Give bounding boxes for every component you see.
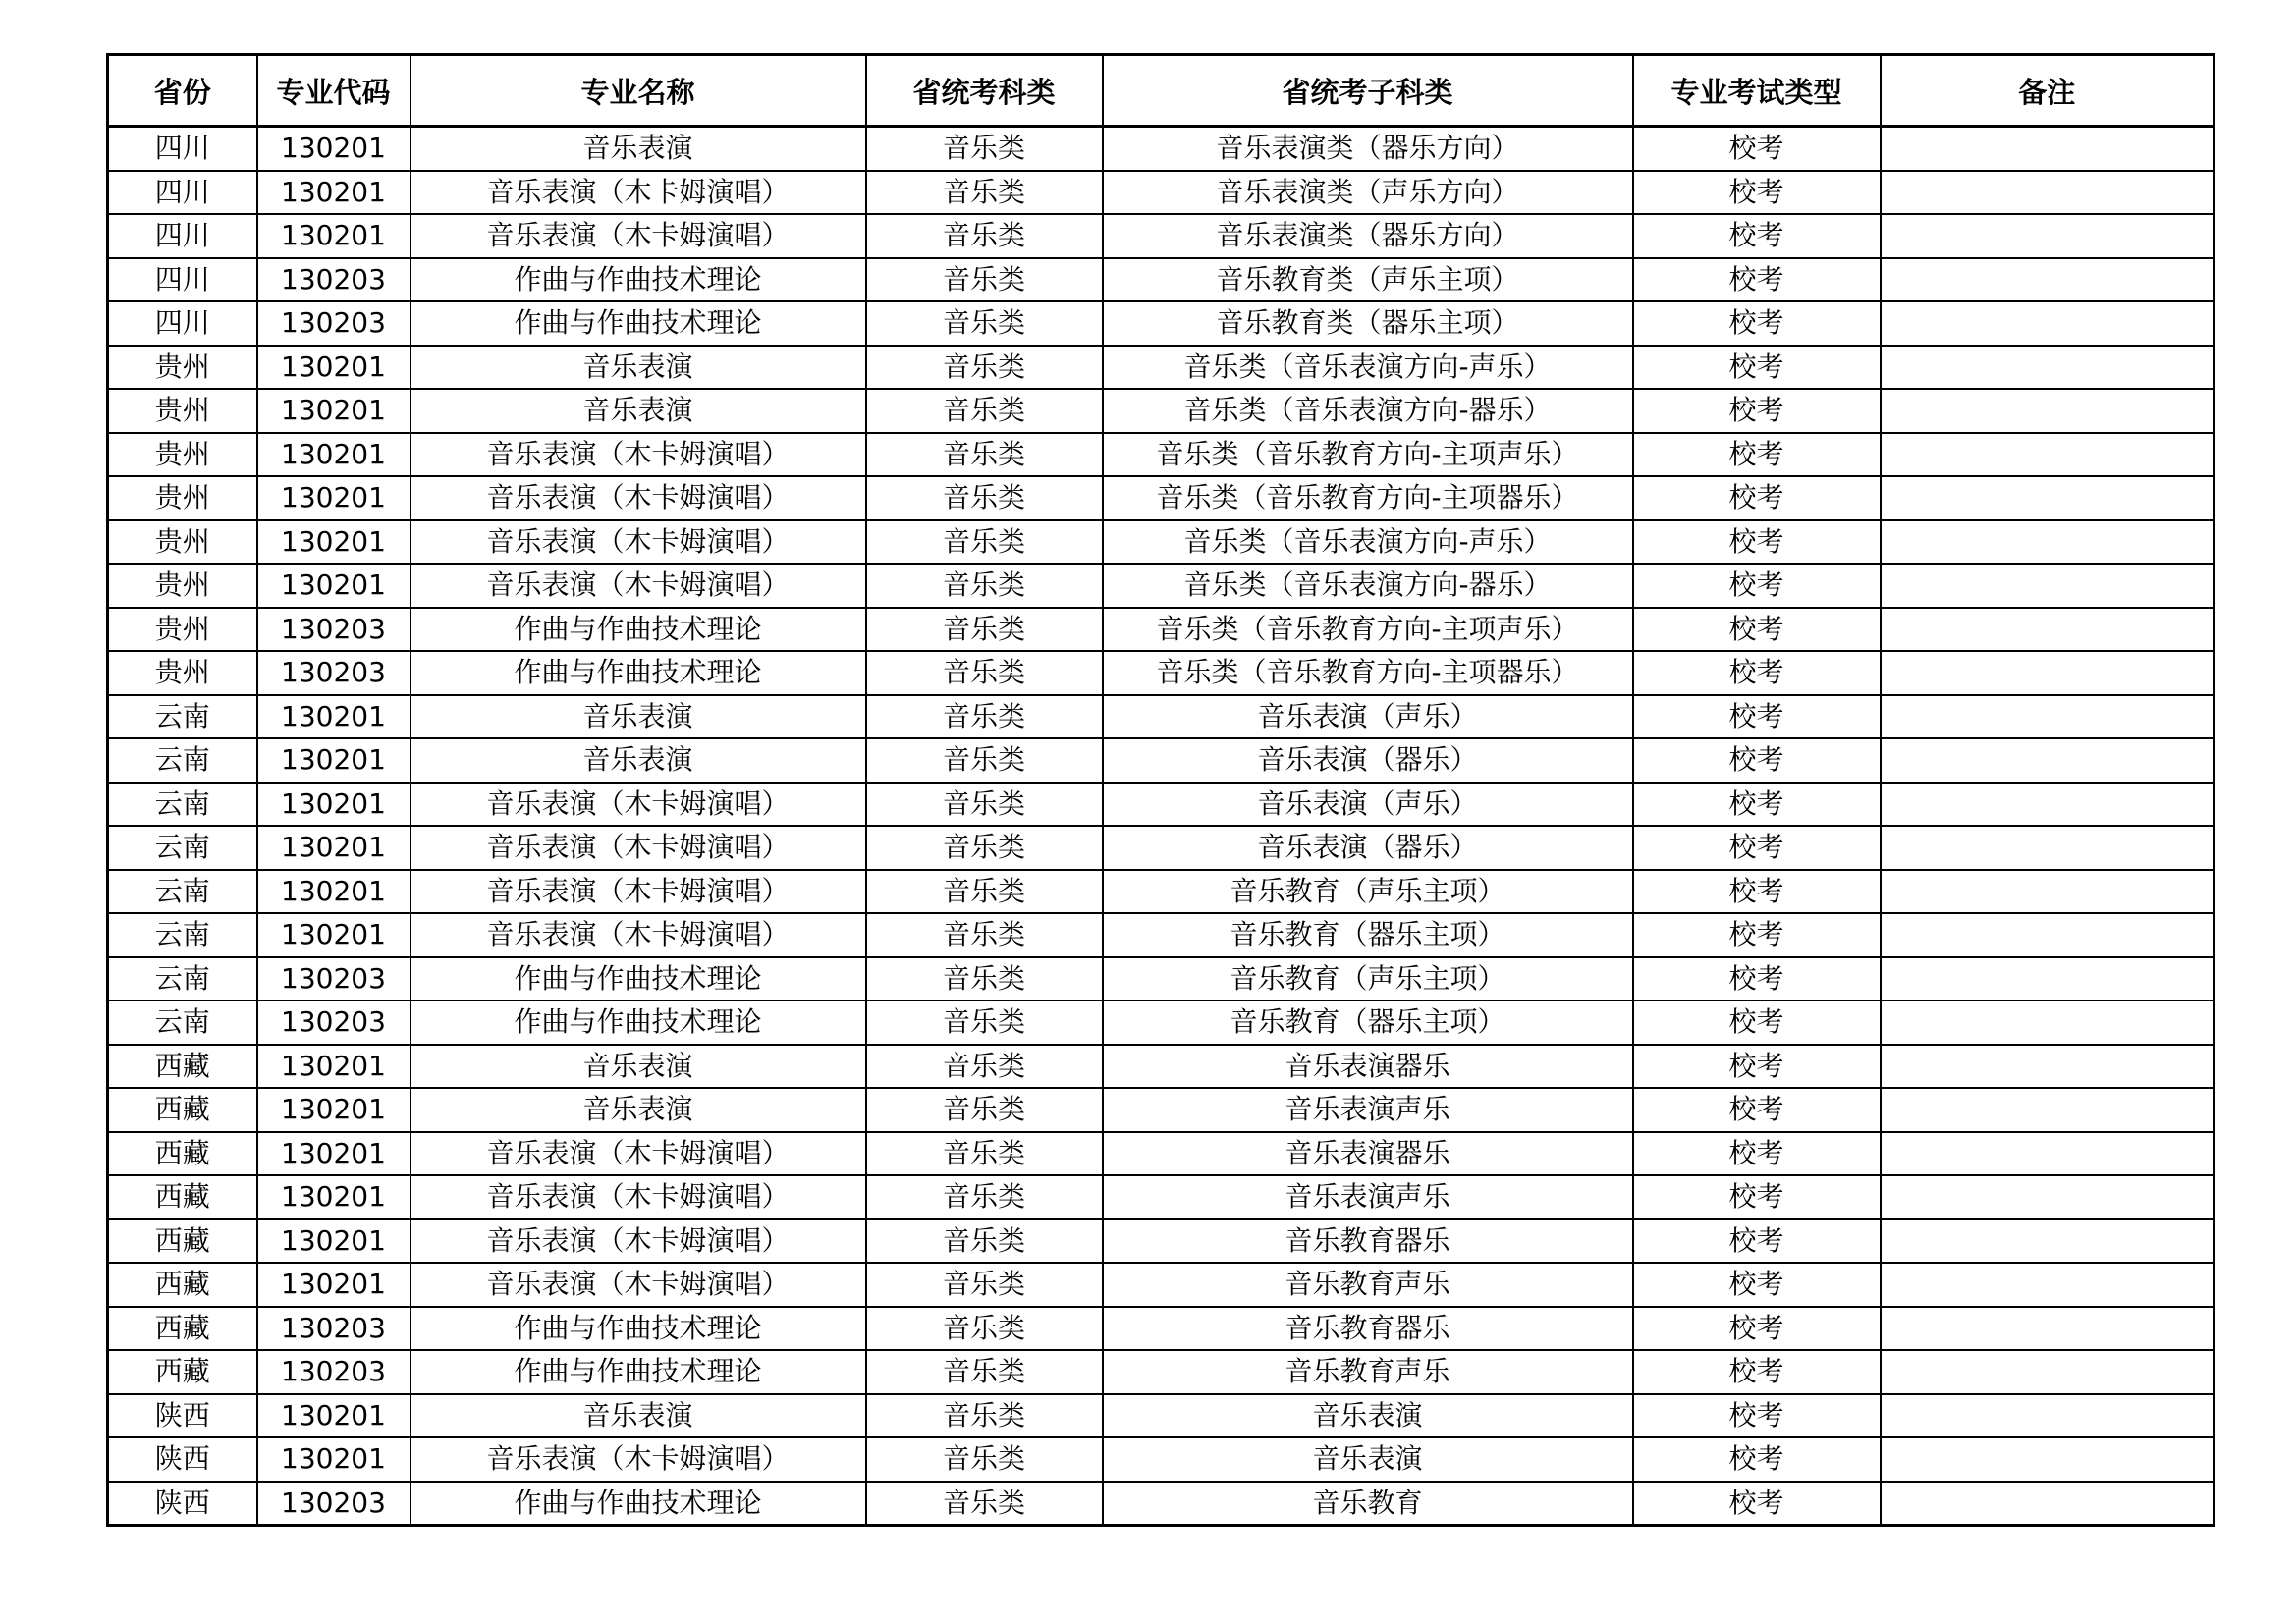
table-row <box>108 433 2214 477</box>
cell-major-code: 130203 <box>257 957 410 1001</box>
cell-exam-type: 校考 <box>1633 651 1881 695</box>
cell-major-name: 作曲与作曲技术理论 <box>410 1307 866 1351</box>
cell-exam-type: 校考 <box>1633 1394 1881 1438</box>
cell-exam-subcategory: 音乐表演器乐 <box>1103 1045 1633 1089</box>
cell-exam-category: 音乐类 <box>866 1307 1103 1351</box>
cell-exam-subcategory: 音乐教育（声乐主项） <box>1103 957 1633 1001</box>
table-row <box>108 1437 2214 1482</box>
cell-exam-category: 音乐类 <box>866 738 1103 783</box>
cell-province: 云南 <box>108 870 257 914</box>
table-row <box>108 1132 2214 1176</box>
cell-notes <box>1881 258 2214 302</box>
cell-province: 云南 <box>108 826 257 870</box>
cell-exam-type: 校考 <box>1633 564 1881 608</box>
cell-exam-type: 校考 <box>1633 870 1881 914</box>
cell-exam-category: 音乐类 <box>866 1132 1103 1176</box>
cell-exam-type: 校考 <box>1633 695 1881 739</box>
cell-notes <box>1881 389 2214 433</box>
cell-exam-category: 音乐类 <box>866 389 1103 433</box>
col-header-province: 省份 <box>108 55 257 127</box>
cell-province: 陕西 <box>108 1394 257 1438</box>
cell-major-code: 130201 <box>257 1437 410 1482</box>
cell-notes <box>1881 127 2214 171</box>
cell-exam-type: 校考 <box>1633 1219 1881 1264</box>
cell-province: 贵州 <box>108 346 257 390</box>
table-row <box>108 1482 2214 1526</box>
table-row <box>108 1219 2214 1264</box>
cell-province: 四川 <box>108 301 257 346</box>
table-row <box>108 957 2214 1001</box>
cell-major-name: 音乐表演（木卡姆演唱） <box>410 214 866 258</box>
cell-exam-subcategory: 音乐教育声乐 <box>1103 1263 1633 1307</box>
cell-province: 四川 <box>108 214 257 258</box>
cell-notes <box>1881 520 2214 565</box>
table-row <box>108 301 2214 346</box>
cell-exam-type: 校考 <box>1633 1175 1881 1219</box>
cell-major-name: 音乐表演（木卡姆演唱） <box>410 1132 866 1176</box>
cell-major-name: 音乐表演 <box>410 1088 866 1132</box>
cell-exam-subcategory: 音乐表演类（器乐方向） <box>1103 127 1633 171</box>
cell-exam-type: 校考 <box>1633 1132 1881 1176</box>
cell-exam-category: 音乐类 <box>866 1088 1103 1132</box>
cell-major-name: 音乐表演（木卡姆演唱） <box>410 913 866 957</box>
cell-exam-category: 音乐类 <box>866 826 1103 870</box>
cell-exam-type: 校考 <box>1633 433 1881 477</box>
cell-exam-category: 音乐类 <box>866 1394 1103 1438</box>
cell-exam-type: 校考 <box>1633 1263 1881 1307</box>
cell-notes <box>1881 826 2214 870</box>
col-header-exam-category: 省统考科类 <box>866 55 1103 127</box>
cell-province: 西藏 <box>108 1132 257 1176</box>
cell-exam-subcategory: 音乐表演（声乐） <box>1103 695 1633 739</box>
cell-notes <box>1881 913 2214 957</box>
cell-exam-category: 音乐类 <box>866 957 1103 1001</box>
cell-exam-subcategory: 音乐类（音乐教育方向-主项器乐） <box>1103 476 1633 520</box>
cell-major-name: 作曲与作曲技术理论 <box>410 1482 866 1526</box>
cell-exam-type: 校考 <box>1633 738 1881 783</box>
cell-notes <box>1881 1088 2214 1132</box>
table-row <box>108 1307 2214 1351</box>
cell-major-name: 音乐表演（木卡姆演唱） <box>410 564 866 608</box>
cell-province: 四川 <box>108 127 257 171</box>
cell-major-name: 音乐表演 <box>410 389 866 433</box>
cell-province: 西藏 <box>108 1307 257 1351</box>
cell-notes <box>1881 433 2214 477</box>
cell-exam-category: 音乐类 <box>866 1045 1103 1089</box>
cell-exam-subcategory: 音乐表演类（声乐方向） <box>1103 171 1633 215</box>
table-row <box>108 738 2214 783</box>
cell-exam-subcategory: 音乐教育（声乐主项） <box>1103 870 1633 914</box>
cell-province: 云南 <box>108 738 257 783</box>
cell-exam-category: 音乐类 <box>866 783 1103 827</box>
table-row <box>108 695 2214 739</box>
cell-exam-category: 音乐类 <box>866 564 1103 608</box>
cell-notes <box>1881 214 2214 258</box>
cell-exam-type: 校考 <box>1633 346 1881 390</box>
cell-notes <box>1881 1482 2214 1526</box>
cell-notes <box>1881 695 2214 739</box>
table-row <box>108 476 2214 520</box>
cell-exam-subcategory: 音乐教育（器乐主项） <box>1103 913 1633 957</box>
cell-major-name: 作曲与作曲技术理论 <box>410 651 866 695</box>
cell-exam-category: 音乐类 <box>866 346 1103 390</box>
cell-exam-subcategory: 音乐表演 <box>1103 1394 1633 1438</box>
cell-exam-subcategory: 音乐类（音乐教育方向-主项声乐） <box>1103 433 1633 477</box>
cell-exam-type: 校考 <box>1633 913 1881 957</box>
cell-exam-subcategory: 音乐表演（器乐） <box>1103 738 1633 783</box>
cell-exam-type: 校考 <box>1633 214 1881 258</box>
table-row <box>108 564 2214 608</box>
cell-major-code: 130203 <box>257 608 410 652</box>
cell-major-code: 130201 <box>257 564 410 608</box>
cell-exam-subcategory: 音乐教育声乐 <box>1103 1350 1633 1394</box>
cell-exam-category: 音乐类 <box>866 1263 1103 1307</box>
cell-exam-subcategory: 音乐类（音乐表演方向-器乐） <box>1103 389 1633 433</box>
table-row <box>108 870 2214 914</box>
cell-major-code: 130201 <box>257 1045 410 1089</box>
cell-major-name: 音乐表演（木卡姆演唱） <box>410 826 866 870</box>
col-header-exam-type: 专业考试类型 <box>1633 55 1881 127</box>
cell-notes <box>1881 651 2214 695</box>
cell-exam-type: 校考 <box>1633 520 1881 565</box>
cell-notes <box>1881 1132 2214 1176</box>
cell-exam-subcategory: 音乐类（音乐教育方向-主项声乐） <box>1103 608 1633 652</box>
cell-province: 云南 <box>108 913 257 957</box>
cell-major-code: 130201 <box>257 913 410 957</box>
cell-notes <box>1881 1350 2214 1394</box>
cell-major-code: 130201 <box>257 1394 410 1438</box>
cell-exam-type: 校考 <box>1633 1045 1881 1089</box>
cell-notes <box>1881 1437 2214 1482</box>
cell-major-name: 音乐表演（木卡姆演唱） <box>410 1175 866 1219</box>
cell-major-name: 作曲与作曲技术理论 <box>410 258 866 302</box>
admissions-table <box>106 53 2215 1527</box>
cell-province: 云南 <box>108 783 257 827</box>
cell-province: 陕西 <box>108 1482 257 1526</box>
table-row <box>108 1263 2214 1307</box>
table-row <box>108 171 2214 215</box>
cell-exam-type: 校考 <box>1633 1088 1881 1132</box>
cell-province: 西藏 <box>108 1175 257 1219</box>
header-row <box>108 55 2214 127</box>
cell-notes <box>1881 957 2214 1001</box>
cell-notes <box>1881 870 2214 914</box>
table-row <box>108 520 2214 565</box>
cell-major-name: 音乐表演 <box>410 1045 866 1089</box>
cell-exam-category: 音乐类 <box>866 476 1103 520</box>
table-row <box>108 1350 2214 1394</box>
cell-exam-subcategory: 音乐类（音乐表演方向-声乐） <box>1103 346 1633 390</box>
cell-exam-type: 校考 <box>1633 608 1881 652</box>
cell-exam-subcategory: 音乐教育器乐 <box>1103 1307 1633 1351</box>
cell-notes <box>1881 1219 2214 1264</box>
cell-major-name: 音乐表演（木卡姆演唱） <box>410 476 866 520</box>
cell-major-name: 作曲与作曲技术理论 <box>410 1001 866 1045</box>
table-row <box>108 651 2214 695</box>
cell-exam-category: 音乐类 <box>866 520 1103 565</box>
cell-exam-category: 音乐类 <box>866 301 1103 346</box>
cell-exam-subcategory: 音乐表演声乐 <box>1103 1175 1633 1219</box>
cell-province: 贵州 <box>108 608 257 652</box>
cell-major-code: 130203 <box>257 301 410 346</box>
table-row <box>108 1001 2214 1045</box>
cell-major-name: 音乐表演（木卡姆演唱） <box>410 1437 866 1482</box>
cell-province: 西藏 <box>108 1263 257 1307</box>
cell-major-code: 130203 <box>257 651 410 695</box>
cell-province: 云南 <box>108 1001 257 1045</box>
cell-major-code: 130201 <box>257 1219 410 1264</box>
cell-exam-category: 音乐类 <box>866 608 1103 652</box>
cell-exam-subcategory: 音乐表演器乐 <box>1103 1132 1633 1176</box>
table-row <box>108 913 2214 957</box>
cell-exam-category: 音乐类 <box>866 1219 1103 1264</box>
cell-exam-type: 校考 <box>1633 783 1881 827</box>
cell-major-code: 130201 <box>257 476 410 520</box>
cell-notes <box>1881 738 2214 783</box>
cell-exam-type: 校考 <box>1633 301 1881 346</box>
cell-exam-type: 校考 <box>1633 1350 1881 1394</box>
cell-major-name: 音乐表演 <box>410 695 866 739</box>
cell-exam-type: 校考 <box>1633 957 1881 1001</box>
cell-exam-subcategory: 音乐类（音乐表演方向-声乐） <box>1103 520 1633 565</box>
cell-exam-subcategory: 音乐表演（声乐） <box>1103 783 1633 827</box>
cell-major-code: 130203 <box>257 1001 410 1045</box>
cell-notes <box>1881 783 2214 827</box>
cell-major-name: 音乐表演（木卡姆演唱） <box>410 1219 866 1264</box>
table-row <box>108 214 2214 258</box>
table-row <box>108 389 2214 433</box>
table-row <box>108 1045 2214 1089</box>
cell-notes <box>1881 1001 2214 1045</box>
cell-major-code: 130203 <box>257 1350 410 1394</box>
cell-exam-category: 音乐类 <box>866 1001 1103 1045</box>
cell-notes <box>1881 1175 2214 1219</box>
table-body <box>108 127 2214 1526</box>
cell-exam-subcategory: 音乐表演（器乐） <box>1103 826 1633 870</box>
table-row <box>108 1394 2214 1438</box>
cell-major-code: 130203 <box>257 258 410 302</box>
cell-exam-category: 音乐类 <box>866 1482 1103 1526</box>
cell-exam-category: 音乐类 <box>866 870 1103 914</box>
table-row <box>108 127 2214 171</box>
cell-notes <box>1881 171 2214 215</box>
cell-major-code: 130201 <box>257 870 410 914</box>
cell-province: 西藏 <box>108 1088 257 1132</box>
cell-major-code: 130201 <box>257 346 410 390</box>
cell-exam-category: 音乐类 <box>866 433 1103 477</box>
cell-major-name: 音乐表演（木卡姆演唱） <box>410 1263 866 1307</box>
cell-major-name: 作曲与作曲技术理论 <box>410 301 866 346</box>
cell-major-name: 音乐表演 <box>410 346 866 390</box>
cell-notes <box>1881 476 2214 520</box>
table-row <box>108 826 2214 870</box>
cell-major-name: 音乐表演 <box>410 127 866 171</box>
cell-province: 贵州 <box>108 520 257 565</box>
cell-major-code: 130203 <box>257 1307 410 1351</box>
cell-major-code: 130201 <box>257 171 410 215</box>
cell-province: 西藏 <box>108 1045 257 1089</box>
cell-major-code: 130201 <box>257 520 410 565</box>
cell-major-code: 130201 <box>257 214 410 258</box>
cell-province: 四川 <box>108 258 257 302</box>
cell-major-name: 音乐表演 <box>410 738 866 783</box>
cell-province: 西藏 <box>108 1219 257 1264</box>
table-row <box>108 608 2214 652</box>
cell-exam-subcategory: 音乐教育类（器乐主项） <box>1103 301 1633 346</box>
cell-exam-category: 音乐类 <box>866 258 1103 302</box>
cell-exam-subcategory: 音乐教育器乐 <box>1103 1219 1633 1264</box>
cell-province: 陕西 <box>108 1437 257 1482</box>
cell-exam-category: 音乐类 <box>866 695 1103 739</box>
cell-major-name: 音乐表演（木卡姆演唱） <box>410 783 866 827</box>
cell-major-name: 作曲与作曲技术理论 <box>410 957 866 1001</box>
cell-exam-type: 校考 <box>1633 1307 1881 1351</box>
cell-exam-subcategory: 音乐教育类（声乐主项） <box>1103 258 1633 302</box>
cell-major-code: 130201 <box>257 389 410 433</box>
col-header-major-name: 专业名称 <box>410 55 866 127</box>
cell-province: 贵州 <box>108 433 257 477</box>
cell-major-code: 130201 <box>257 826 410 870</box>
table-row <box>108 783 2214 827</box>
cell-exam-type: 校考 <box>1633 127 1881 171</box>
cell-exam-type: 校考 <box>1633 1437 1881 1482</box>
table-row <box>108 1088 2214 1132</box>
cell-exam-category: 音乐类 <box>866 1350 1103 1394</box>
cell-major-code: 130201 <box>257 1263 410 1307</box>
cell-major-name: 音乐表演（木卡姆演唱） <box>410 870 866 914</box>
cell-major-code: 130201 <box>257 1175 410 1219</box>
table-row <box>108 258 2214 302</box>
cell-major-code: 130201 <box>257 1132 410 1176</box>
cell-exam-type: 校考 <box>1633 258 1881 302</box>
cell-exam-category: 音乐类 <box>866 171 1103 215</box>
cell-major-name: 音乐表演（木卡姆演唱） <box>410 433 866 477</box>
cell-notes <box>1881 608 2214 652</box>
cell-notes <box>1881 1394 2214 1438</box>
cell-exam-subcategory: 音乐表演类（器乐方向） <box>1103 214 1633 258</box>
cell-exam-subcategory: 音乐教育（器乐主项） <box>1103 1001 1633 1045</box>
cell-exam-type: 校考 <box>1633 826 1881 870</box>
cell-exam-subcategory: 音乐教育 <box>1103 1482 1633 1526</box>
cell-exam-category: 音乐类 <box>866 1175 1103 1219</box>
cell-province: 西藏 <box>108 1350 257 1394</box>
cell-exam-type: 校考 <box>1633 389 1881 433</box>
cell-major-name: 作曲与作曲技术理论 <box>410 1350 866 1394</box>
cell-exam-type: 校考 <box>1633 1001 1881 1045</box>
cell-major-code: 130201 <box>257 695 410 739</box>
cell-notes <box>1881 564 2214 608</box>
col-header-notes: 备注 <box>1881 55 2214 127</box>
cell-major-code: 130201 <box>257 1088 410 1132</box>
cell-exam-subcategory: 音乐表演 <box>1103 1437 1633 1482</box>
cell-province: 云南 <box>108 957 257 1001</box>
cell-province: 贵州 <box>108 476 257 520</box>
cell-major-code: 130203 <box>257 1482 410 1526</box>
col-header-major-code: 专业代码 <box>257 55 410 127</box>
cell-notes <box>1881 1263 2214 1307</box>
cell-major-name: 音乐表演 <box>410 1394 866 1438</box>
cell-major-code: 130201 <box>257 783 410 827</box>
col-header-exam-subcategory: 省统考子科类 <box>1103 55 1633 127</box>
cell-province: 贵州 <box>108 389 257 433</box>
cell-major-code: 130201 <box>257 127 410 171</box>
cell-major-code: 130201 <box>257 433 410 477</box>
cell-province: 贵州 <box>108 651 257 695</box>
cell-notes <box>1881 346 2214 390</box>
cell-exam-category: 音乐类 <box>866 1437 1103 1482</box>
cell-notes <box>1881 1307 2214 1351</box>
cell-exam-category: 音乐类 <box>866 913 1103 957</box>
cell-exam-type: 校考 <box>1633 171 1881 215</box>
table-row <box>108 1175 2214 1219</box>
cell-exam-type: 校考 <box>1633 476 1881 520</box>
cell-exam-category: 音乐类 <box>866 214 1103 258</box>
cell-notes <box>1881 301 2214 346</box>
cell-exam-category: 音乐类 <box>866 127 1103 171</box>
cell-major-name: 音乐表演（木卡姆演唱） <box>410 520 866 565</box>
cell-exam-type: 校考 <box>1633 1482 1881 1526</box>
cell-exam-subcategory: 音乐类（音乐教育方向-主项器乐） <box>1103 651 1633 695</box>
cell-province: 四川 <box>108 171 257 215</box>
cell-major-code: 130201 <box>257 738 410 783</box>
cell-province: 云南 <box>108 695 257 739</box>
table-row <box>108 346 2214 390</box>
cell-exam-subcategory: 音乐表演声乐 <box>1103 1088 1633 1132</box>
cell-province: 贵州 <box>108 564 257 608</box>
cell-notes <box>1881 1045 2214 1089</box>
cell-major-name: 音乐表演（木卡姆演唱） <box>410 171 866 215</box>
cell-major-name: 作曲与作曲技术理论 <box>410 608 866 652</box>
cell-exam-category: 音乐类 <box>866 651 1103 695</box>
cell-exam-subcategory: 音乐类（音乐表演方向-器乐） <box>1103 564 1633 608</box>
